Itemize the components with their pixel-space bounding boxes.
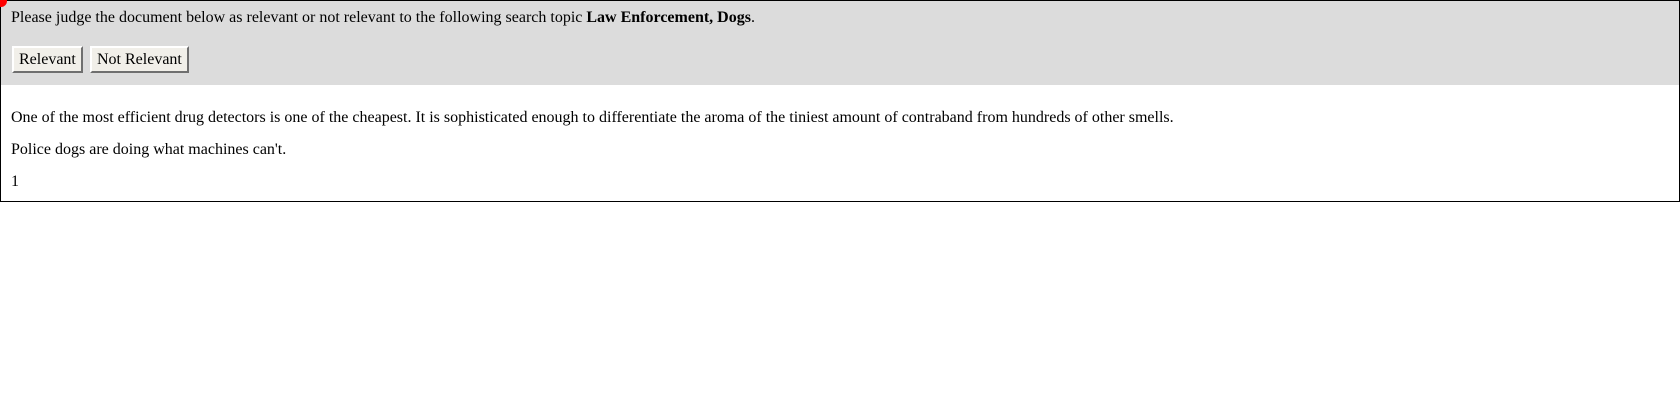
search-topic: Law Enforcement, Dogs (586, 9, 751, 26)
document-content (0, 85, 1680, 202)
document-paragraph: One of the most efficient drug detectors is one of the cheapest. It is sophisticated enough to differentiate the aroma of the tiniest amount of contraband from hundreds of other smells. (11, 109, 1174, 126)
not-relevant-button[interactable]: Not Relevant (90, 46, 189, 73)
prompt-text: Please judge the document below as relevant or not relevant to the following search topic (11, 9, 587, 26)
judgement-panel (0, 0, 1680, 86)
prompt-suffix: . (750, 9, 755, 26)
relevant-button[interactable]: Relevant (12, 46, 83, 73)
document-paragraph: 1 (11, 173, 19, 190)
judgement-prompt (11, 8, 755, 28)
document-paragraph: Police dogs are doing what machines can't. (11, 141, 287, 158)
